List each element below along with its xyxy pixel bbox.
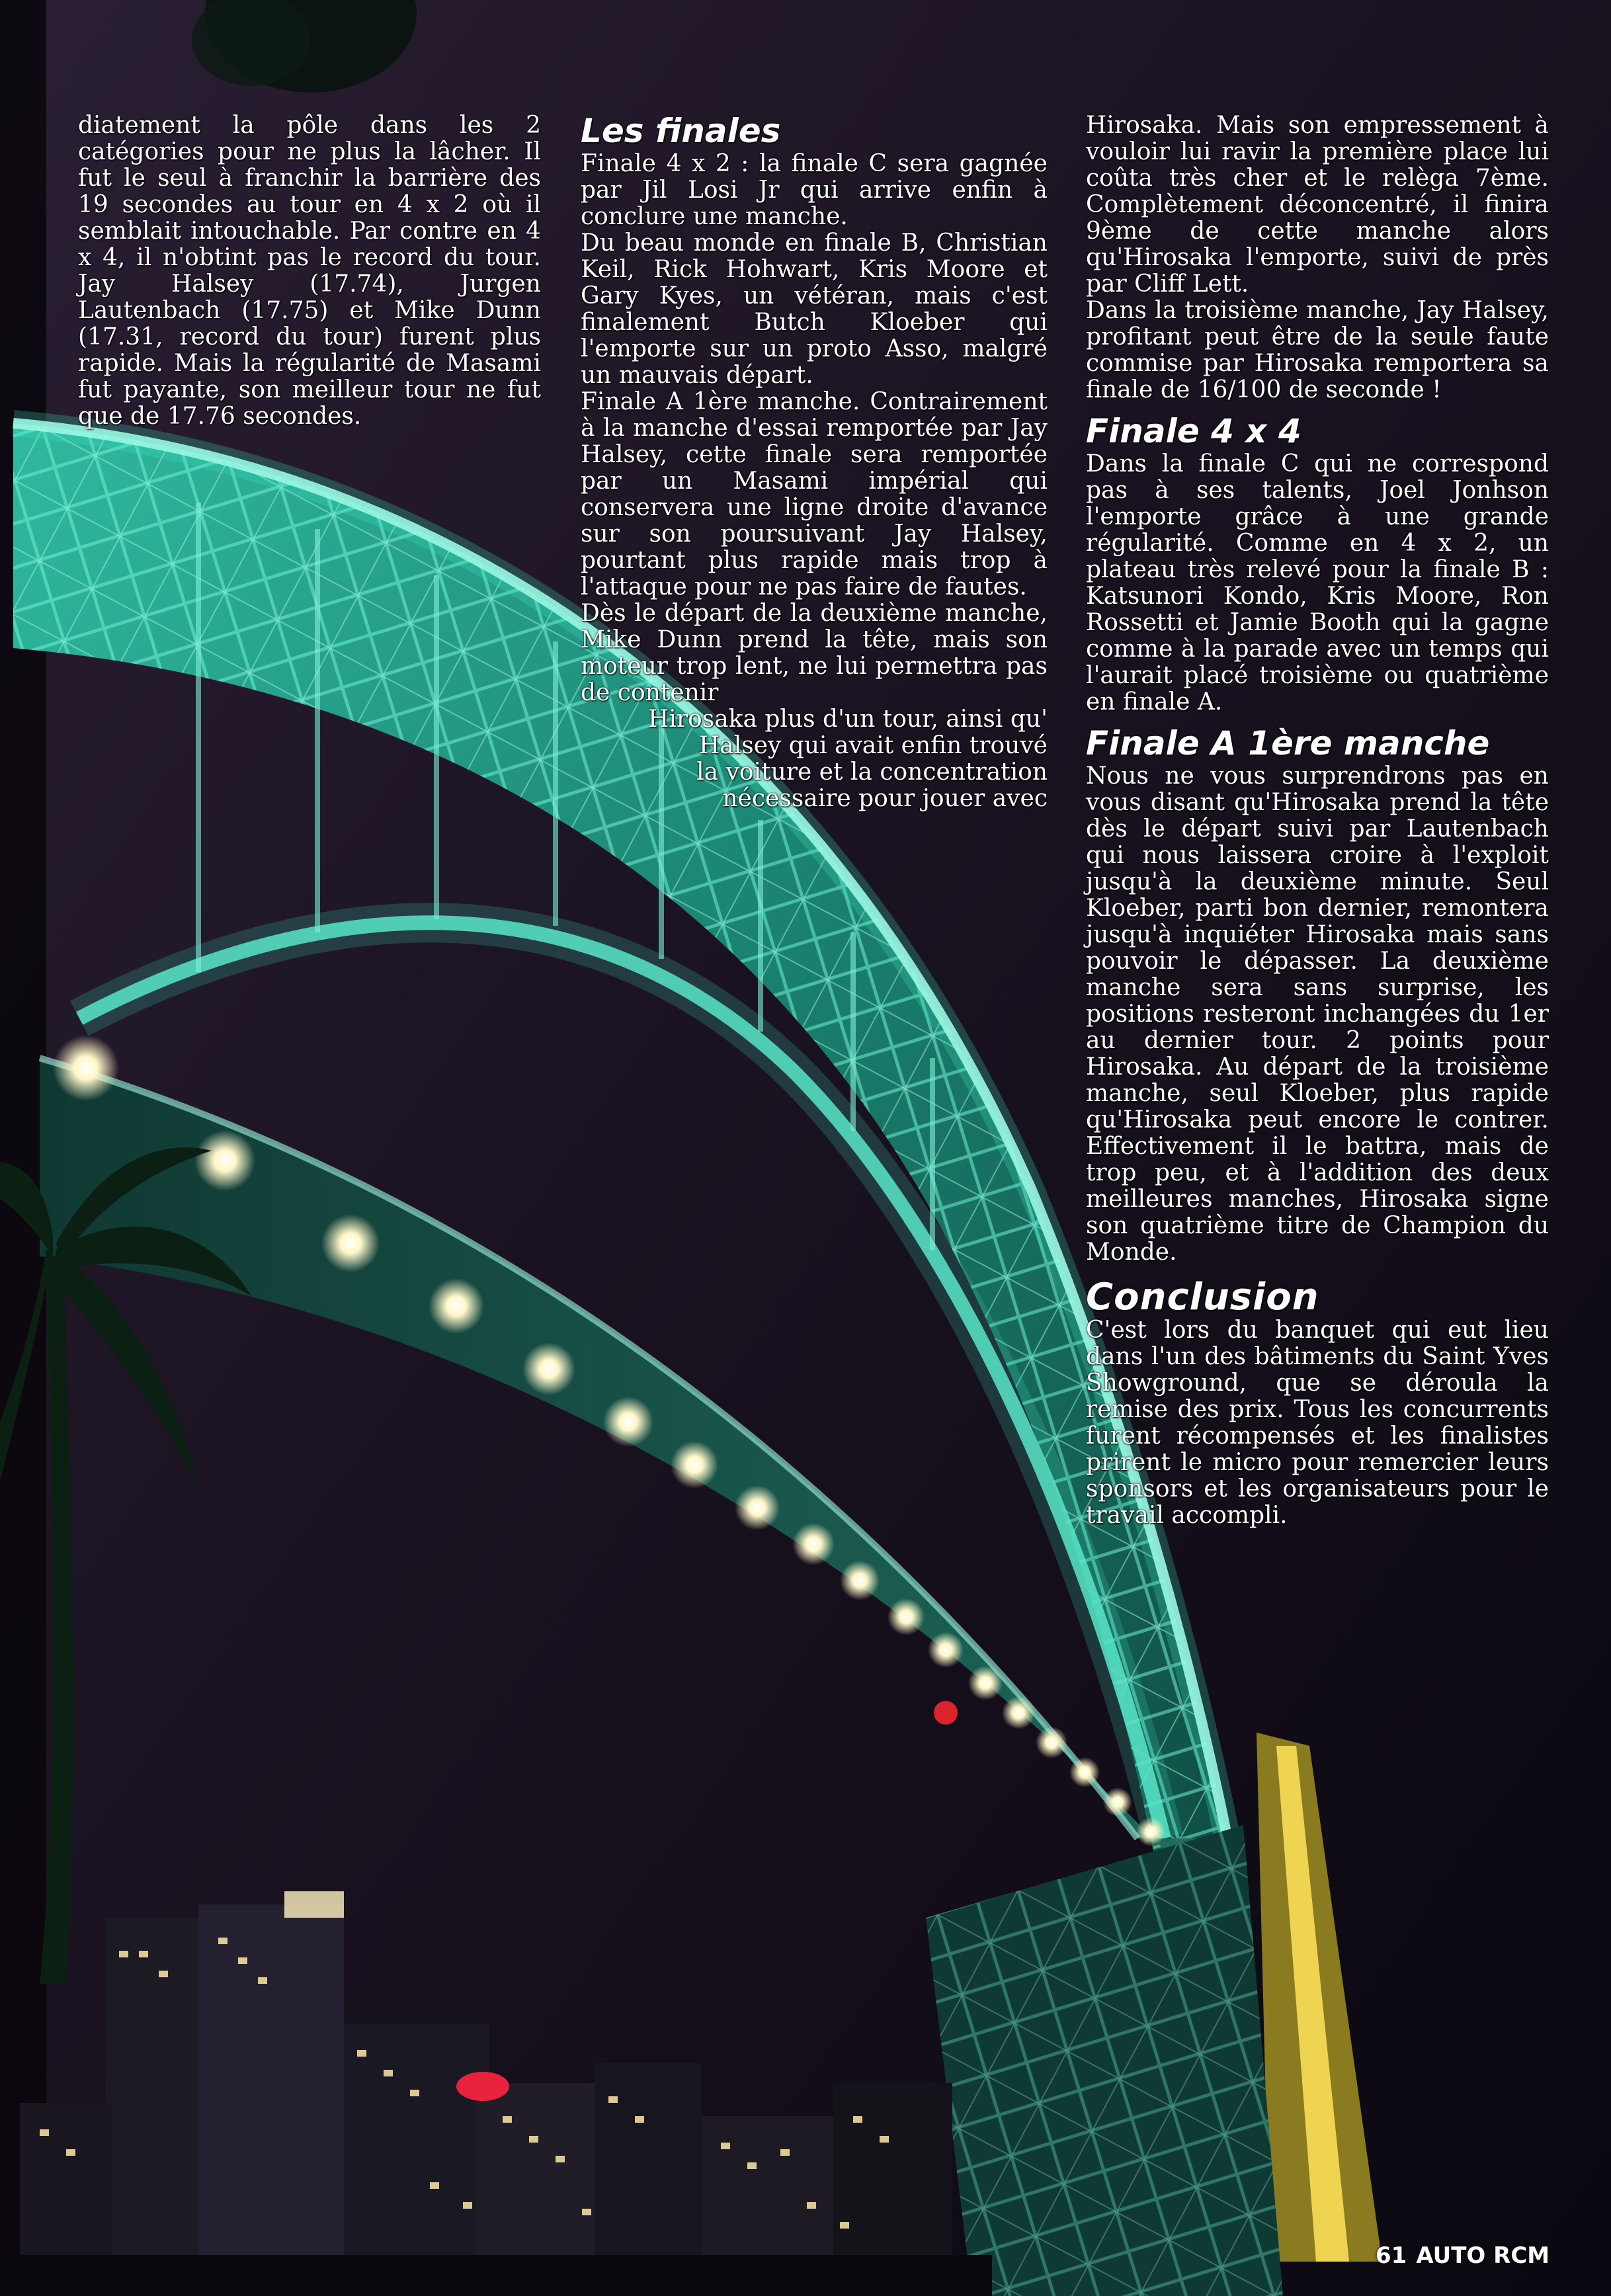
page-footer [1376,2239,1594,2272]
text-column-1 [78,112,541,430]
finale-4x4-text: Dans la finale C qui ne correspond pas à ses talents, Joel Jonhson l'emporte grâce à une grande régularité. Comme en 4 x 2, un plateau très relevé pour la finale B : Katsunori Kondo, Kris Moore, Ron Rossetti et Jamie Booth qui la gagne comme à la parade avec un temps qui l'aurait placé troisième ou quatrième en finale A. [1086,450,1549,716]
col2-ragged-line: la voiture et la concentration [696,758,1048,786]
heading-finale-a: Finale A 1ère manche [1086,724,1490,762]
finale-a-text: Nous ne vous surprendrons pas en vous disant qu'Hirosaka prend la tête dès le départ suivi par Lautenbach qui nous laissera croire à l'exploit jusqu'à la deuxième minute. Seul Kloeber, parti bon dernier, remontera jusqu'à inquiéter Hirosaka mais sans pouvoir le dépasser. La deuxième manche sera sans surprise, les positions resteront inchangées du 1er au dernier tour. 2 points pour Hirosaka. Au départ de la troisième manche, seul Kloeber, plus rapide qu'Hirosaka peut encore le contrer. Effectivement il le battra, mais de trop peu, et à l'addition des deux meilleures manches, Hirosaka signe son quatrième titre de Champion du Monde. [1086,762,1549,1266]
heading-conclusion: Conclusion [1086,1276,1319,1319]
col2-ragged-line: Hirosaka plus d'un tour, ainsi qu' [647,706,1048,733]
col3-paragraph: Hirosaka. Mais son empressement à vouloir lui ravir la première place lui coûta très cher et le relèga 7ème. Complètement déconcentré, il finira 9ème de cette manche alors qu'Hirosaka l'emporte, suivi de près par Cliff Lett. [1086,112,1549,298]
heading-les-finales: Les finales [581,112,781,150]
col2-paragraph: Dès le départ de la deuxième manche, Mike Dunn prend la tête, mais son moteur trop lent, ne lui permettra pas de contenir [581,600,1048,706]
page-number: 61 [1376,2242,1407,2269]
col2-paragraph: Finale A 1ère manche. Contrairement à la manche d'essai remportée par Jay Halsey, cette finale sera remportée par un Masami impérial qui conservera une ligne droite d'avance sur son poursuivant Jay Halsey, pourtant plus rapide mais trop à l'attaque pour ne pas faire de fautes. [581,388,1048,600]
col2-paragraph: Finale 4 x 2 : la finale C sera gagnée par Jil Losi Jr qui arrive enfin à conclure une manche. [581,150,1048,230]
magazine-name: AUTO RCM [1416,2242,1550,2269]
col2-paragraph: Du beau monde en finale B, Christian Keil, Rick Hohwart, Kris Moore et Gary Kyes, un vétéran, mais c'est finalement Butch Kloeber qui l'emporte sur un proto Asso, malgré un mauvais départ. [581,229,1048,389]
text-column-3 [1086,112,1549,1529]
col1-paragraph: diatement la pôle dans les 2 catégories pour ne plus la lâcher. Il fut le seul à franchir la barrière des 19 secondes au tour en 4 x 2 où il semblait intouchable. Par contre en 4 x 4, il n'obtint pas le record du tour. Jay Halsey (17.74), Jurgen Lautenbach (17.75) et Mike Dunn (17.31, record du tour) furent plus rapide. Mais la régularité de Masami fut payante, son meilleur tour ne fut que de 17.76 secondes. [78,112,541,430]
heading-finale-4x4: Finale 4 x 4 [1086,412,1301,450]
text-column-2 [581,111,1048,812]
col2-ragged-line: Halsey qui avait enfin trouvé [698,732,1048,759]
conclusion-text: C'est lors du banquet qui eut lieu dans l'un des bâtiments du Saint Yves Showground, que se déroula la remise des prix. Tous les concurrents furent récompensés et les finalistes prirent le micro pour remercier leurs sponsors et les organisateurs pour le travail accompli. [1086,1317,1549,1529]
col3-paragraph: Dans la troisième manche, Jay Halsey, profitant peut être de la seule faute commise par Hirosaka remportera sa finale de 16/100 de seconde ! [1086,297,1549,403]
col2-ragged-line: nécessaire pour jouer avec [722,785,1048,812]
